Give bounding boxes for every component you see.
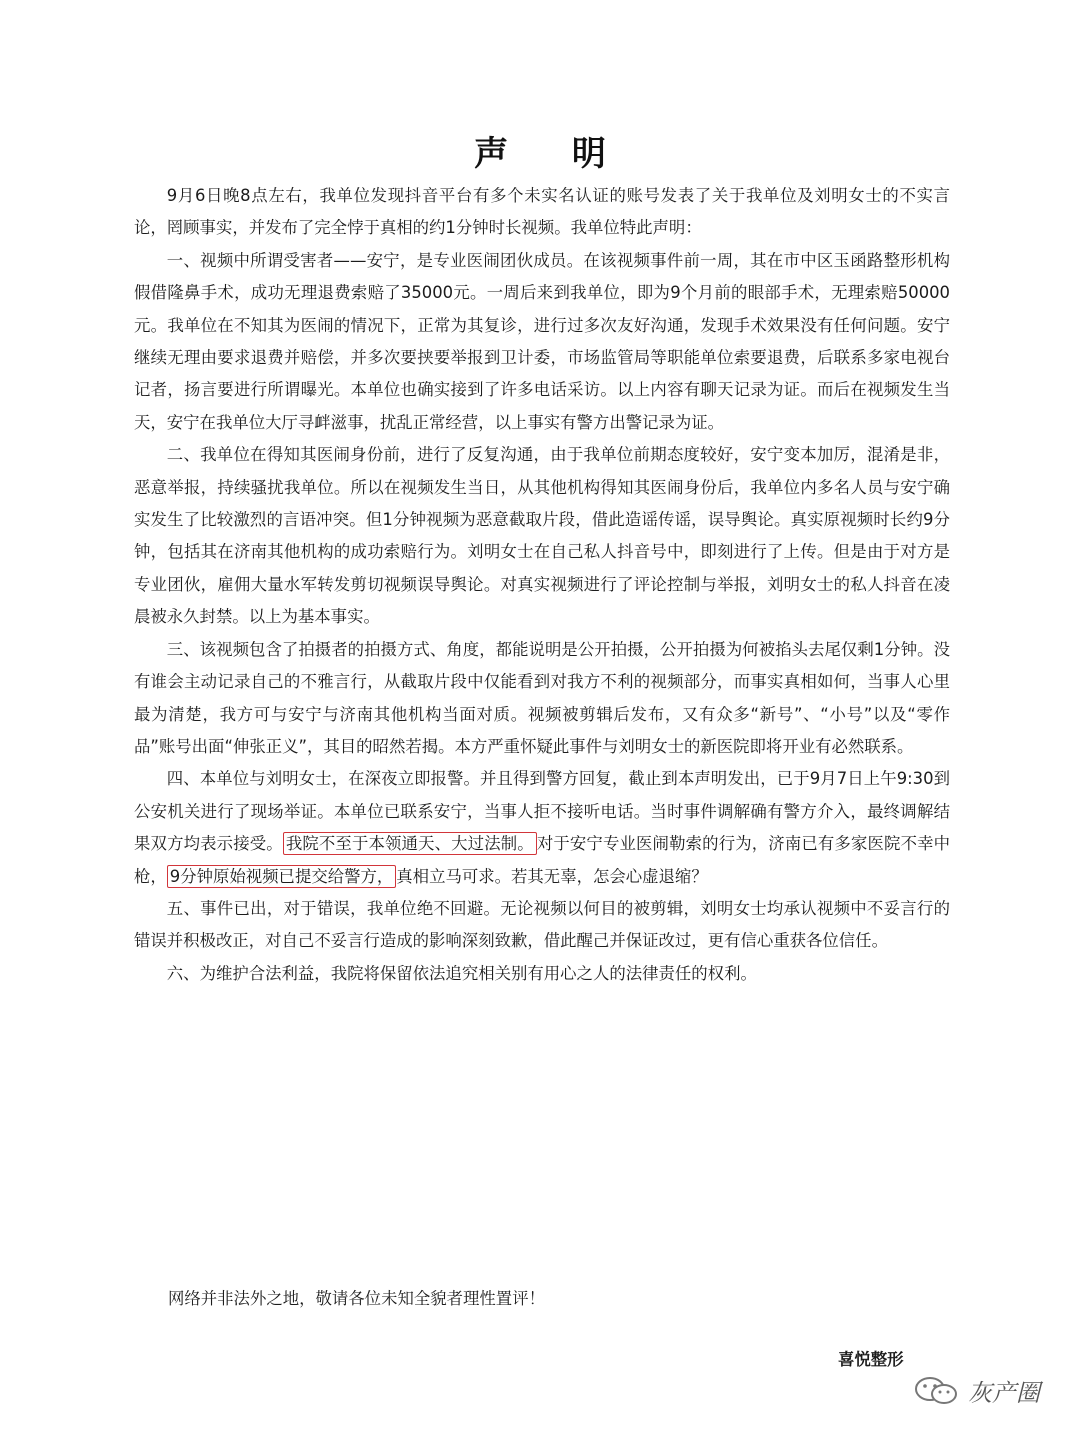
- paragraph-3: 三、该视频包含了拍摄者的拍摄方式、角度，都能说明是公开拍摄，公开拍摄为何被掐头去尾仅剩1分钟。没有谁会主动记录自己的不雅言行，从截取片段中仅能看到对我方不利的视频部分，而事实真相如何，当事人心里最为清楚，我方可与安宁与济南其他机构当面对质。视频被剪辑后发布，又有众多“新号”、“小号”以及“零作品”账号出面“伸张正义”，其目的昭然若揭。本方严重怀疑此事件与刘明女士的新医院即将开业有必然联系。: [134, 639, 950, 756]
- paragraph-4: [134, 763, 950, 893]
- paragraph-5: 五、事件已出，对于错误，我单位绝不回避。无论视频以何目的被剪辑，刘明女士均承认视频中不妥言行的错误并积极改正，对自己不妥言行造成的影响深刻致歉，借此醒己并保证改过，更有信心重获各位信任。: [134, 898, 950, 951]
- paragraph-4-part-c: 真相立马可求。若其无辜，怎会心虚退缩？: [396, 866, 708, 886]
- closing-line: 网络并非法外之地，敬请各位未知全貌者理性置评！: [168, 1289, 545, 1308]
- highlight-box-2: 9分钟原始视频已提交给警方，: [167, 865, 397, 888]
- watermark-text: 灰产圈: [968, 1379, 1040, 1407]
- intro-paragraph: 9月6日晚8点左右，我单位发现抖音平台有多个未实名认证的账号发表了关于我单位及刘明女士的不实言论，罔顾事实，并发布了完全悖于真相的约1分钟时长视频。我单位特此声明：: [134, 186, 950, 238]
- watermark: [912, 1373, 1040, 1408]
- paragraph-6: 六、为维护合法利益，我院将保留依法追究相关别有用心之人的法律责任的权利。: [166, 963, 757, 983]
- paragraph-1: 一、视频中所谓受害者——安宁，是专业医闹团伙成员。在该视频事件前一周，其在市中区玉函路整形机构假借隆鼻手术，成功无理退费索赔了35000元。一周后来到我单位，即为9个月前的眼部手术，无理索赔50000元。我单位在不知其为医闹的情况下，正常为其复诊，进行过多次友好沟通，发现手术效果没有任何问题。安宁继续无理由要求退费并赔偿，并多次要挟要举报到卫计委，市场监管局等职能单位索要退费，后联系多家电视台记者，扬言要进行所谓曝光。本单位也确实接到了许多电话采访。以上内容有聊天记录为证。而后在视频发生当天，安宁在我单位大厅寻衅滋事，扰乱正常经营，以上事实有警方出警记录为证。: [134, 250, 950, 432]
- wechat-icon: [912, 1375, 960, 1407]
- paragraph-4-part-b: 对于安宁专业医闹勒索的行为，济南已有多家医院不幸中枪，: [134, 834, 951, 886]
- signature: 喜悦整形: [838, 1350, 904, 1369]
- highlight-box-1: 我院不至于本领通天、大过法制。: [283, 832, 537, 855]
- paragraph-4-part-a: 四、本单位与刘明女士，在深夜立即报警。并且得到警方回复，截止到本声明发出，已于9月7日上午9:30到公安机关进行了现场举证。本单位已联系安宁，当事人拒不接听电话。当时事件调解确有警方介入，最终调解结果双方均表示接受。: [134, 769, 950, 854]
- paragraph-2: 二、我单位在得知其医闹身份前，进行了反复沟通，由于我单位前期态度较好，安宁变本加厉，混淆是非，恶意举报，持续骚扰我单位。所以在视频发生当日，从其他机构得知其医闹身份后，我单位内多名人员与安宁确实发生了比较激烈的言语冲突。但1分钟视频为恶意截取片段，借此造谣传谣，误导舆论。真实原视频时长约9分钟，包括其在济南其他机构的成功索赔行为。刘明女士在自己私人抖音号中，即刻进行了上传。但是由于对方是专业团伙，雇佣大量水军转发剪切视频误导舆论。对真实视频进行了评论控制与举报，刘明女士的私人抖音在凌晨被永久封禁。以上为基本事实。: [134, 445, 950, 627]
- document-body: [134, 180, 950, 990]
- document-title: 声 明: [474, 134, 632, 174]
